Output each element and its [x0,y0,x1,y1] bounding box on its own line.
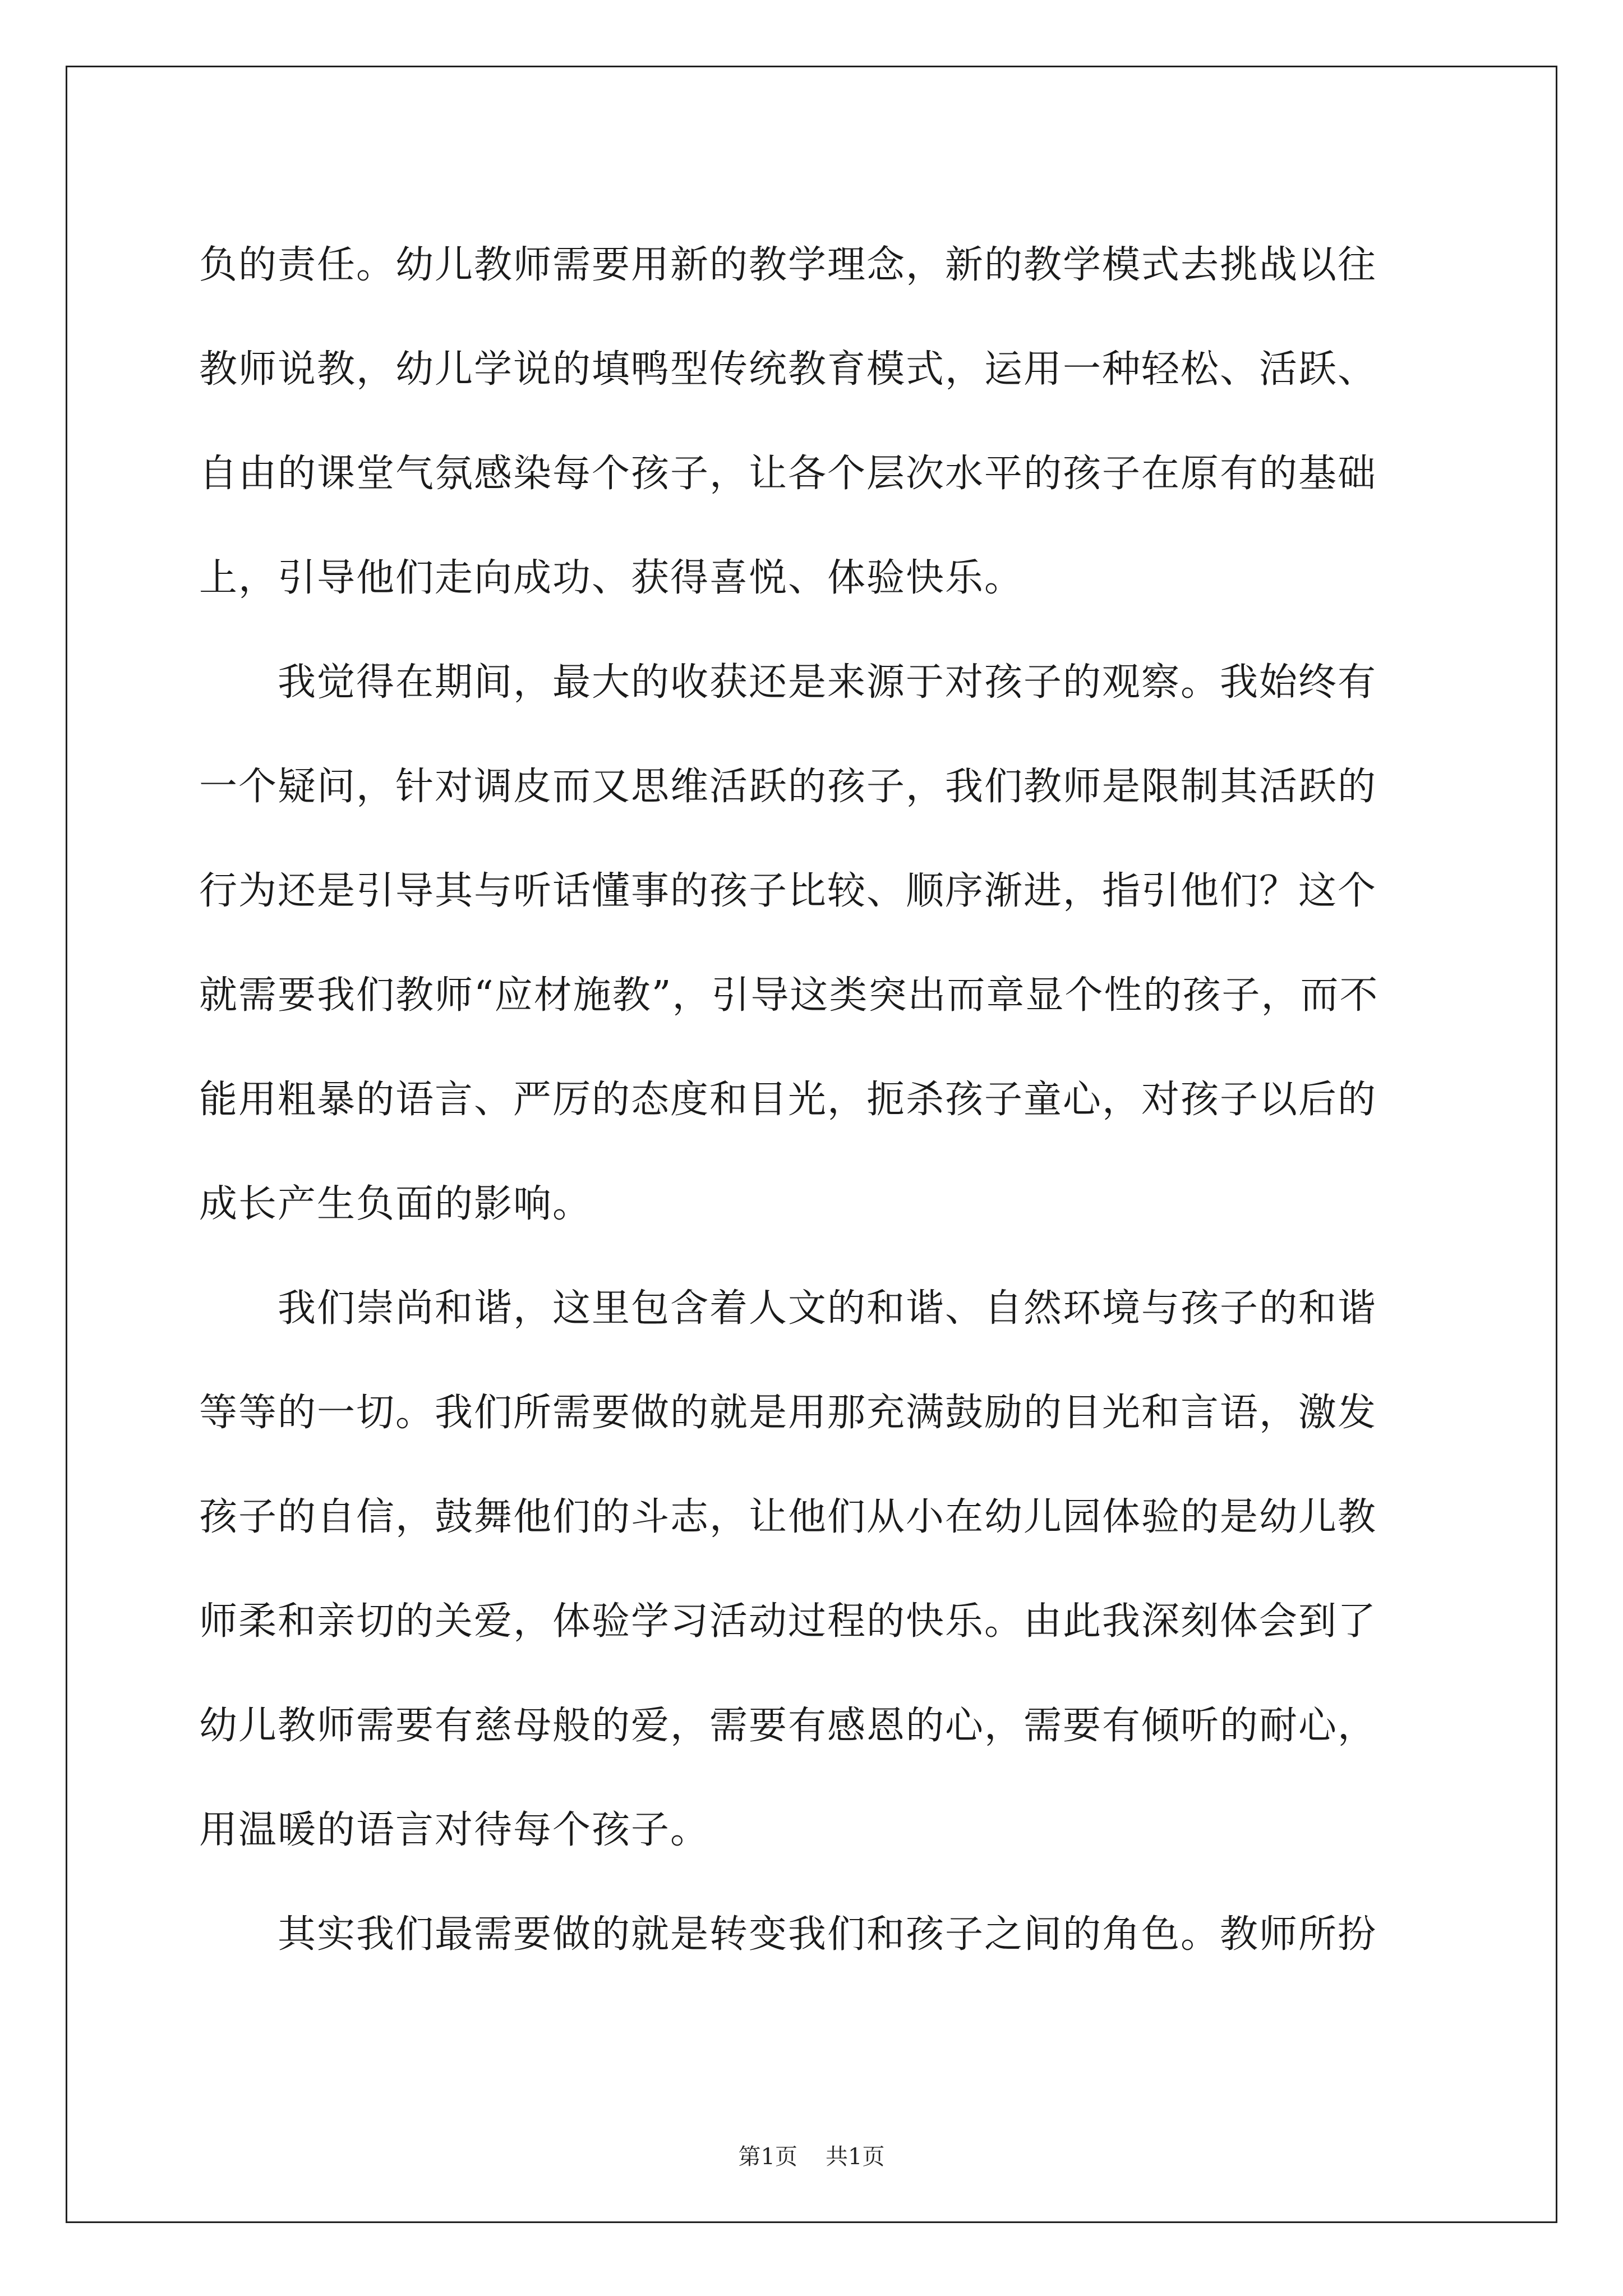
text-line: 等等的一切。我们所需要做的就是用那充满鼓励的目光和言语，激发 [199,1391,1377,1435]
page-number: 第1页 [738,2144,797,2170]
text-line: 用温暖的语言对待每个孩子。 [199,1808,710,1852]
text-line: 孩子的自信，鼓舞他们的斗志，让他们从小在幼儿园体验的是幼儿教 [199,1495,1377,1539]
page-total: 共1页 [826,2144,885,2170]
text-line: 我觉得在期间，最大的收获还是来源于对孩子的观察。我始终有 [278,660,1377,705]
text-line: 师柔和亲切的关爱，体验学习活动过程的快乐。由此我深刻体会到了 [199,1599,1377,1644]
text-line: 就需要我们教师“应材施教”，引导这类突出而章显个性的孩子，而不 [199,973,1379,1018]
text-line: 成长产生负面的影响。 [199,1182,592,1226]
text-line: 幼儿教师需要有慈母般的爱，需要有感恩的心，需要有倾听的耐心， [199,1704,1377,1748]
text-line: 教师说教，幼儿学说的填鸭型传统教育模式，运用一种轻松、活跃、 [199,347,1377,392]
text-line: 能用粗暴的语言、严厉的态度和目光，扼杀孩子童心，对孩子以后的 [199,1078,1377,1122]
text-line: 一个疑问，针对调皮而又思维活跃的孩子，我们教师是限制其活跃的 [199,765,1377,809]
text-line: 负的责任。幼儿教师需要用新的教学理念，新的教学模式去挑战以往 [199,243,1377,287]
text-line: 自由的课堂气氛感染每个孩子，让各个层次水平的孩子在原有的基础 [199,452,1377,496]
text-line: 其实我们最需要做的就是转变我们和孩子之间的角色。教师所扮 [278,1912,1377,1957]
text-line: 我们崇尚和谐，这里包含着人文的和谐、自然环境与孩子的和谐 [278,1286,1377,1331]
document-body [199,213,1427,1987]
text-line: 行为还是引导其与听话懂事的孩子比较、顺序渐进，指引他们？这个 [199,869,1377,913]
page-footer [0,2140,1623,2174]
text-line: 上，引导他们走向成功、获得喜悦、体验快乐。 [199,556,1024,600]
